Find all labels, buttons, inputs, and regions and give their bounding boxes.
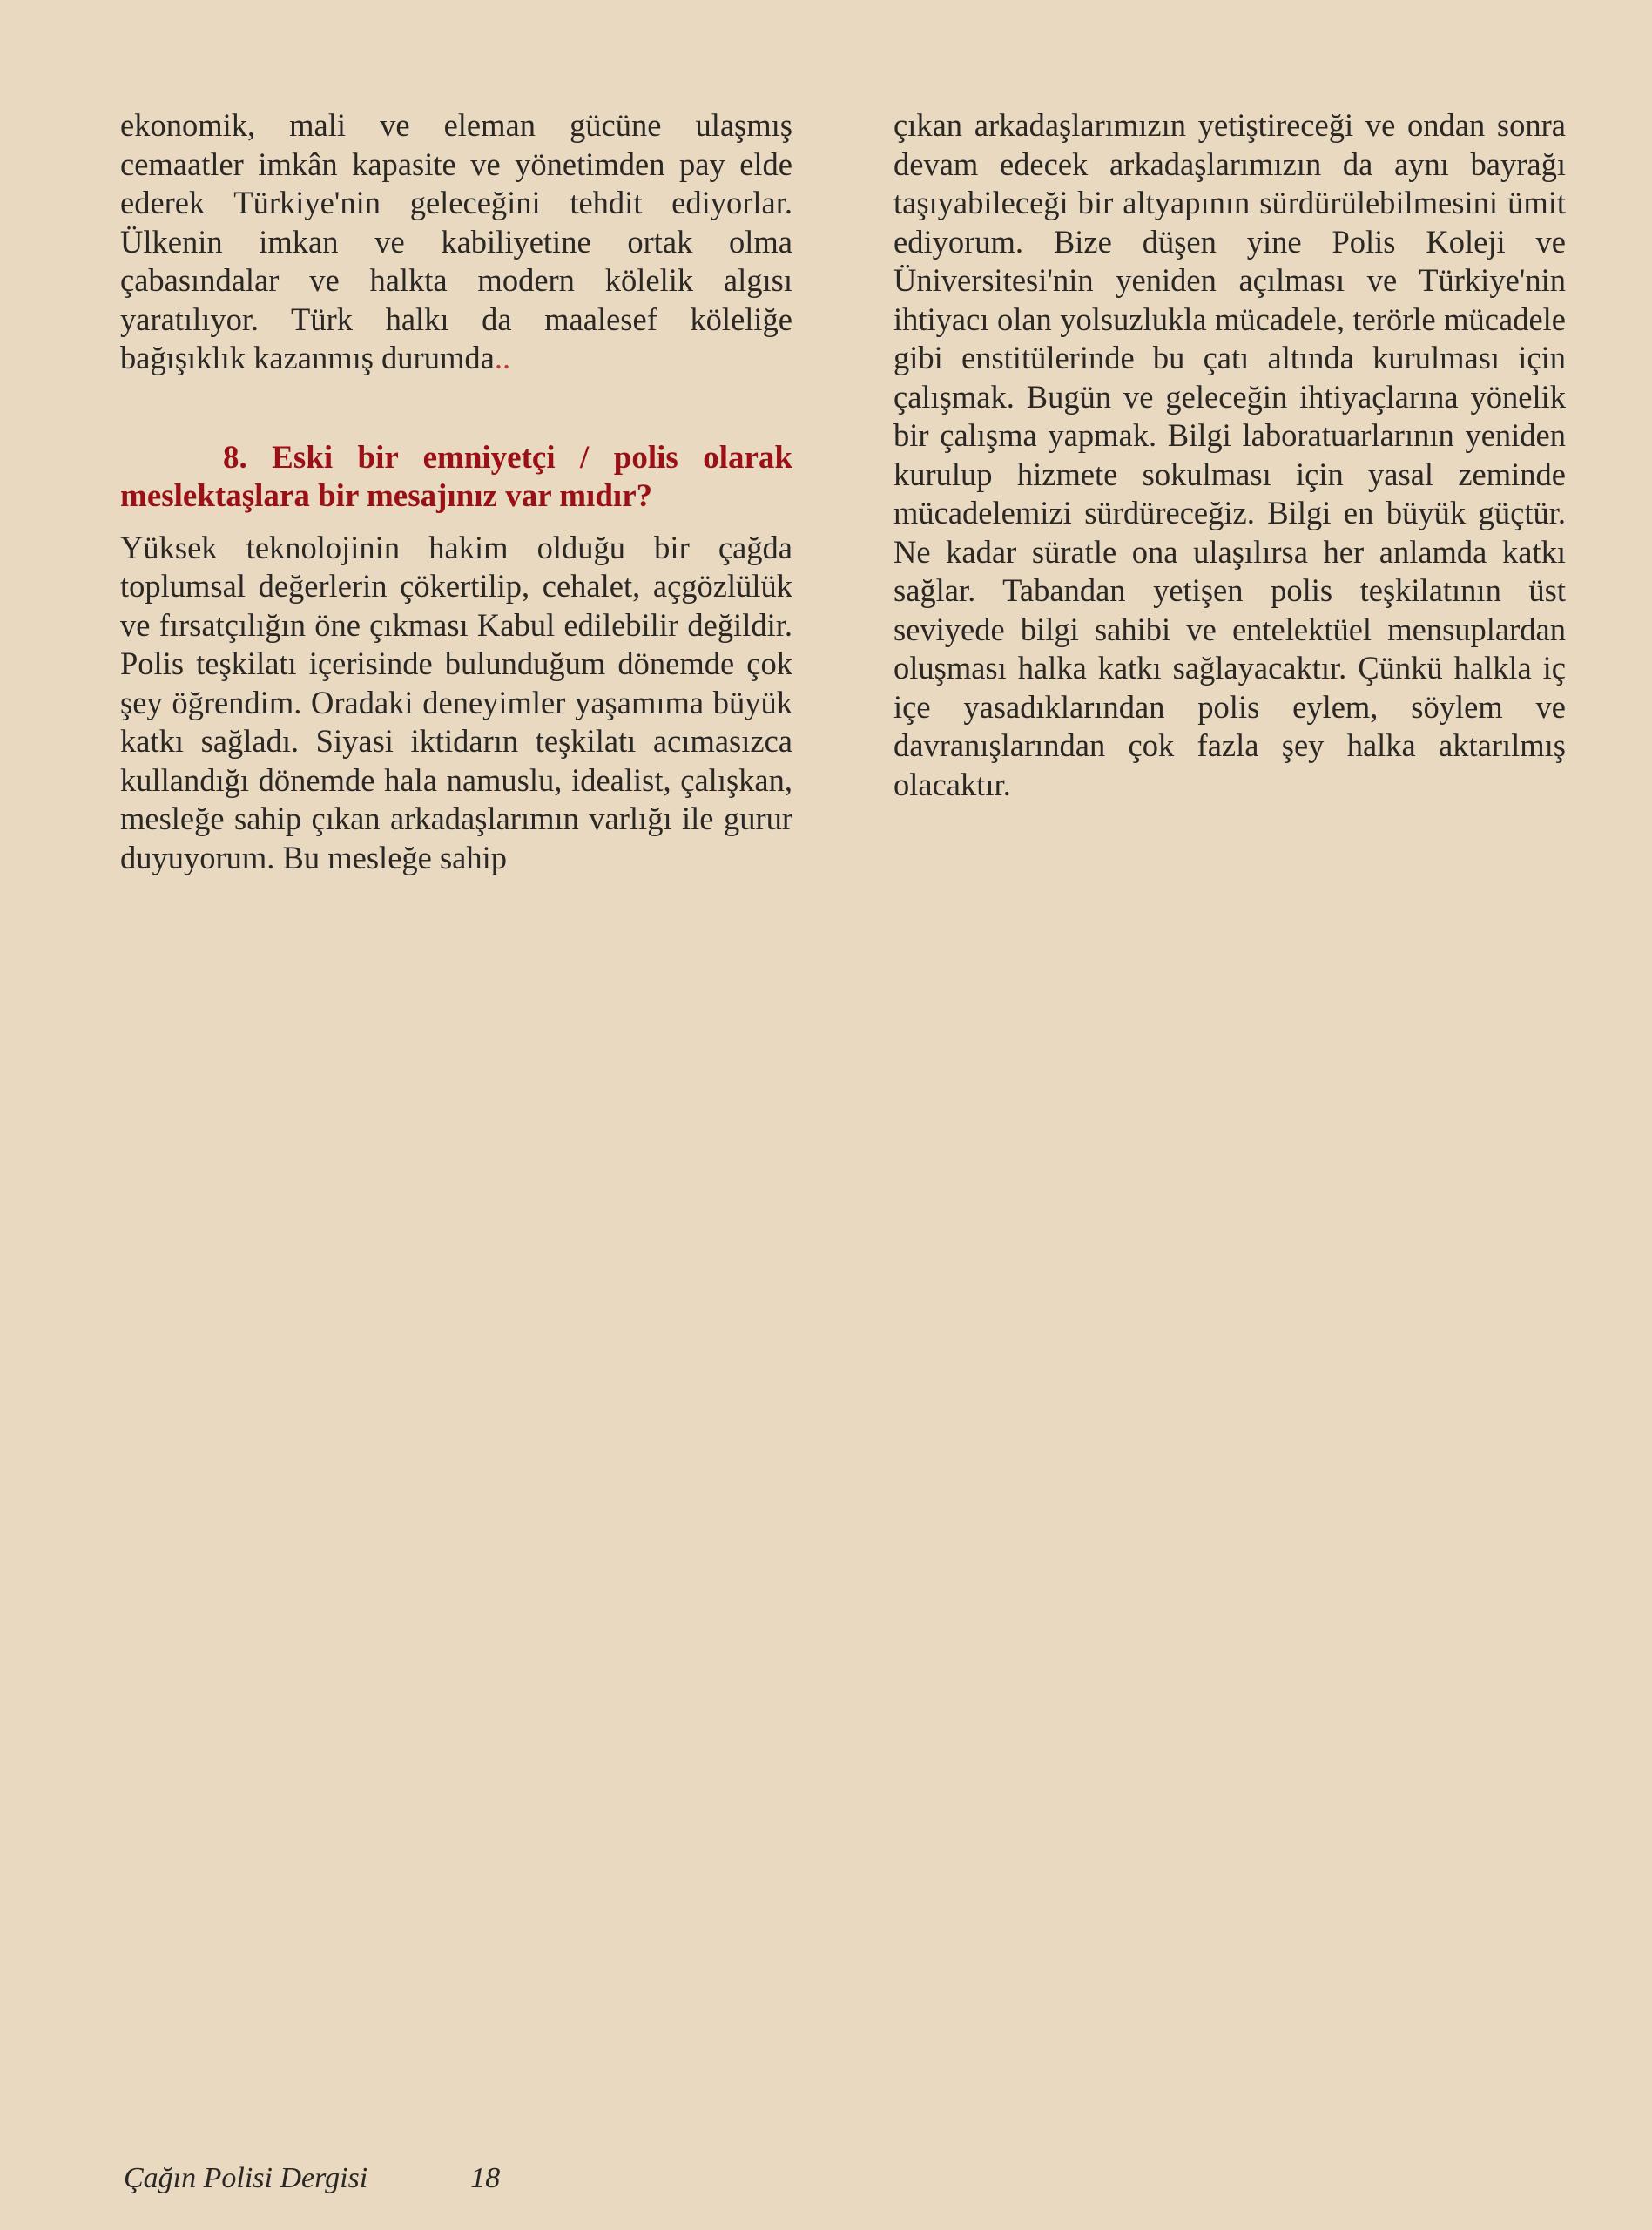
page-number: 18 <box>470 2162 501 2194</box>
page-footer <box>124 2162 500 2195</box>
right-column <box>893 106 1566 804</box>
paragraph-text: ekonomik, mali ve eleman gücüne ulaşmış cemaatler imkân kapasite ve yönetimden pay elde ederek Türkiye'nin geleceğini tehdit ediyorlar. Ülkenin imkan ve kabiliyetine ortak olma çabasındalar ve halkta modern kölelik algısı yaratılıyor. Türk halkı da maalesef köleliğe bağışıklık kazanmış durumda <box>120 107 792 375</box>
paragraph <box>120 106 792 378</box>
paragraph-end-dots: .. <box>494 340 511 375</box>
paragraph: çıkan arkadaşlarımızın yetiştireceği ve ondan sonra devam edecek arkadaşlarımızın da aynı bayrağı taşıyabileceği bir altyapının sürdürülebilmesini ümit ediyorum. Bize düşen yine Polis Koleji ve Üniversitesi'nin yeniden açılması ve Türkiye'nin ihtiyacı olan yolsuzlukla mücadele, terörle mücadele gibi enstitülerinde bu çatı altında kurulması için çalışmak. Bugün ve geleceğin ihtiyaçlarına yönelik bir çalışma yapmak. Bilgi laboratuarlarının yeniden kurulup hizmete sokulması için yasal zeminde mücadelemizi sürdüreceğiz. Bilgi en büyük güçtür. Ne kadar süratle ona ulaşılırsa her anlamda katkı sağlar. Tabandan yetişen polis teşkilatının üst seviyede bilgi sahibi ve entelektüel mensuplardan oluşması halka katkı sağlayacaktır. Çünkü halkla iç içe yasadıklarından polis eylem, söylem ve davranışlarından çok fazla şey halka aktarılmış olacaktır. <box>893 107 1566 802</box>
question-heading: 8. Eski bir emniyetçi / polis olarak meslektaşlara bir mesajınız var mıdır? <box>120 439 792 514</box>
paragraph: Yüksek teknolojinin hakim olduğu bir çağda toplumsal değerlerin çökertilip, cehalet, açgözlülük ve fırsatçılığın öne çıkması Kabul edilebilir değildir. Polis teşkilatı içerisinde bulunduğum dönemde çok şey öğrendim. Oradaki deneyimler yaşamıma büyük katkı sağladı. Siyasi iktidarın teşkilatı acımasızca kullandığı dönemde hala namuslu, idealist, çalışkan, mesleğe sahip çıkan arkadaşlarımın varlığı ile gurur duyuyorum. Bu mesleğe sahip <box>120 529 792 875</box>
left-column <box>120 106 792 877</box>
magazine-title: Çağın Polisi Dergisi <box>124 2162 368 2194</box>
